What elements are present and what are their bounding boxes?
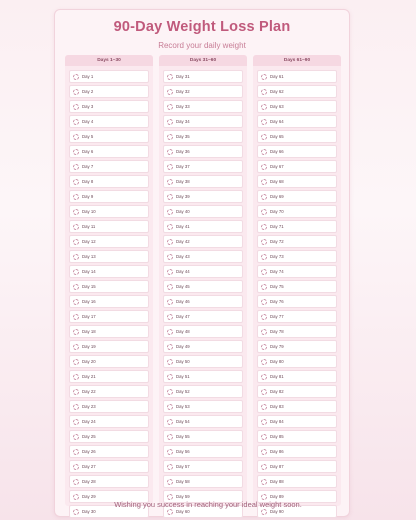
day-entry-row[interactable] (163, 430, 243, 443)
column-days-31-60 (159, 55, 247, 514)
day-entry-row[interactable] (257, 190, 337, 203)
day-entry-row[interactable] (163, 475, 243, 488)
day-label: Day 86 (270, 449, 284, 454)
dashed-circle-icon[interactable] (261, 149, 267, 155)
day-entry-row[interactable] (163, 145, 243, 158)
day-entry-row[interactable] (257, 370, 337, 383)
day-entry-row[interactable] (257, 220, 337, 233)
dashed-circle-icon[interactable] (167, 209, 173, 215)
day-label: Day 44 (176, 269, 190, 274)
dashed-circle-icon[interactable] (167, 449, 173, 455)
day-entry-row[interactable] (257, 460, 337, 473)
day-entry-row[interactable] (163, 400, 243, 413)
dashed-circle-icon[interactable] (261, 464, 267, 470)
day-entry-row[interactable] (257, 400, 337, 413)
dashed-circle-icon[interactable] (167, 329, 173, 335)
day-entry-row[interactable] (69, 160, 149, 173)
day-entry-row[interactable] (163, 100, 243, 113)
dashed-circle-icon[interactable] (73, 419, 79, 425)
dashed-circle-icon[interactable] (261, 104, 267, 110)
dashed-circle-icon[interactable] (261, 74, 267, 80)
dashed-circle-icon[interactable] (167, 224, 173, 230)
dashed-circle-icon[interactable] (73, 494, 79, 500)
day-entry-row[interactable] (257, 355, 337, 368)
day-label: Day 34 (176, 119, 190, 124)
day-label: Day 60 (176, 509, 190, 514)
day-label: Day 70 (270, 209, 284, 214)
dashed-circle-icon[interactable] (167, 359, 173, 365)
day-entry-row[interactable] (163, 385, 243, 398)
dashed-circle-icon[interactable] (261, 359, 267, 365)
dashed-circle-icon[interactable] (73, 179, 79, 185)
dashed-circle-icon[interactable] (167, 479, 173, 485)
dashed-circle-icon[interactable] (261, 179, 267, 185)
day-label: Day 89 (270, 494, 284, 499)
day-label: Day 77 (270, 314, 284, 319)
day-label: Day 24 (82, 419, 96, 424)
dashed-circle-icon[interactable] (261, 119, 267, 125)
day-label: Day 21 (82, 374, 96, 379)
day-label: Day 2 (82, 89, 94, 94)
day-entry-row[interactable] (163, 280, 243, 293)
day-entry-row[interactable] (257, 205, 337, 218)
day-label: Day 81 (270, 374, 284, 379)
dashed-circle-icon[interactable] (261, 434, 267, 440)
day-entry-row[interactable] (163, 85, 243, 98)
day-entry-row[interactable] (69, 475, 149, 488)
day-entry-row[interactable] (257, 475, 337, 488)
day-label: Day 32 (176, 89, 190, 94)
dashed-circle-icon[interactable] (167, 494, 173, 500)
footer-message: Wishing you success in reaching your ideal weight soon. (114, 500, 302, 509)
day-entry-row[interactable] (163, 310, 243, 323)
day-entry-row[interactable] (163, 325, 243, 338)
dashed-circle-icon[interactable] (167, 389, 173, 395)
day-label: Day 18 (82, 329, 96, 334)
day-label: Day 29 (82, 494, 96, 499)
day-entry-row[interactable] (257, 160, 337, 173)
dashed-circle-icon[interactable] (73, 149, 79, 155)
day-entry-row[interactable] (163, 175, 243, 188)
day-label: Day 15 (82, 284, 96, 289)
day-entry-row[interactable] (69, 235, 149, 248)
dashed-circle-icon[interactable] (261, 479, 267, 485)
day-entry-row[interactable] (257, 70, 337, 83)
day-entry-row[interactable] (69, 145, 149, 158)
day-entry-row[interactable] (257, 265, 337, 278)
day-label: Day 68 (270, 179, 284, 184)
day-entry-row[interactable] (69, 130, 149, 143)
page-subtitle: Record your daily weight (158, 41, 246, 50)
day-label: Day 22 (82, 389, 96, 394)
day-columns (65, 55, 341, 514)
day-label: Day 50 (176, 359, 190, 364)
day-entry-row[interactable] (257, 325, 337, 338)
day-label: Day 49 (176, 344, 190, 349)
dashed-circle-icon[interactable] (167, 284, 173, 290)
day-entry-row[interactable] (163, 130, 243, 143)
day-label: Day 45 (176, 284, 190, 289)
day-label: Day 88 (270, 479, 284, 484)
dashed-circle-icon[interactable] (261, 374, 267, 380)
dashed-circle-icon[interactable] (167, 119, 173, 125)
dashed-circle-icon[interactable] (261, 314, 267, 320)
day-entry-row[interactable] (69, 355, 149, 368)
dashed-circle-icon[interactable] (73, 89, 79, 95)
day-list (159, 70, 247, 518)
dashed-circle-icon[interactable] (73, 344, 79, 350)
day-label: Day 4 (82, 119, 94, 124)
dashed-circle-icon[interactable] (261, 194, 267, 200)
day-label: Day 83 (270, 404, 284, 409)
day-entry-row[interactable] (257, 175, 337, 188)
dashed-circle-icon[interactable] (73, 119, 79, 125)
dashed-circle-icon[interactable] (167, 434, 173, 440)
day-label: Day 7 (82, 164, 94, 169)
dashed-circle-icon[interactable] (73, 389, 79, 395)
day-label: Day 3 (82, 104, 94, 109)
dashed-circle-icon[interactable] (261, 299, 267, 305)
dashed-circle-icon[interactable] (167, 374, 173, 380)
day-list (65, 70, 153, 518)
day-label: Day 59 (176, 494, 190, 499)
column-days-1-30 (65, 55, 153, 514)
day-label: Day 41 (176, 224, 190, 229)
dashed-circle-icon[interactable] (261, 344, 267, 350)
day-label: Day 69 (270, 194, 284, 199)
dashed-circle-icon[interactable] (261, 89, 267, 95)
day-entry-row[interactable] (257, 85, 337, 98)
day-label: Day 82 (270, 389, 284, 394)
day-entry-row[interactable] (69, 460, 149, 473)
day-entry-row[interactable] (69, 310, 149, 323)
day-label: Day 35 (176, 134, 190, 139)
day-entry-row[interactable] (69, 430, 149, 443)
day-label: Day 12 (82, 239, 96, 244)
day-entry-row[interactable] (69, 190, 149, 203)
dashed-circle-icon[interactable] (73, 329, 79, 335)
day-label: Day 46 (176, 299, 190, 304)
day-label: Day 1 (82, 74, 94, 79)
day-entry-row[interactable] (163, 220, 243, 233)
dashed-circle-icon[interactable] (167, 149, 173, 155)
day-entry-row[interactable] (257, 310, 337, 323)
day-entry-row[interactable] (163, 460, 243, 473)
dashed-circle-icon[interactable] (73, 194, 79, 200)
day-entry-row[interactable] (69, 325, 149, 338)
day-label: Day 6 (82, 149, 94, 154)
dashed-circle-icon[interactable] (167, 464, 173, 470)
day-label: Day 58 (176, 479, 190, 484)
day-entry-row[interactable] (163, 445, 243, 458)
dashed-circle-icon[interactable] (261, 254, 267, 260)
day-entry-row[interactable] (163, 250, 243, 263)
dashed-circle-icon[interactable] (167, 179, 173, 185)
day-entry-row[interactable] (69, 85, 149, 98)
day-label: Day 64 (270, 119, 284, 124)
day-label: Day 67 (270, 164, 284, 169)
dashed-circle-icon[interactable] (167, 194, 173, 200)
day-label: Day 51 (176, 374, 190, 379)
dashed-circle-icon[interactable] (167, 134, 173, 140)
column-heading: Days 1~30 (65, 55, 153, 66)
day-label: Day 30 (82, 509, 96, 514)
day-label: Day 56 (176, 449, 190, 454)
day-entry-row[interactable] (69, 70, 149, 83)
dashed-circle-icon[interactable] (167, 404, 173, 410)
dashed-circle-icon[interactable] (167, 254, 173, 260)
day-label: Day 85 (270, 434, 284, 439)
day-entry-row[interactable] (163, 160, 243, 173)
day-label: Day 31 (176, 74, 190, 79)
day-label: Day 79 (270, 344, 284, 349)
dashed-circle-icon[interactable] (167, 89, 173, 95)
day-entry-row[interactable] (257, 235, 337, 248)
dashed-circle-icon[interactable] (167, 269, 173, 275)
day-label: Day 26 (82, 449, 96, 454)
day-entry-row[interactable] (69, 385, 149, 398)
day-label: Day 17 (82, 314, 96, 319)
dashed-circle-icon[interactable] (73, 299, 79, 305)
day-label: Day 61 (270, 74, 284, 79)
day-entry-row[interactable] (163, 70, 243, 83)
dashed-circle-icon[interactable] (261, 284, 267, 290)
day-list (253, 70, 341, 518)
day-entry-row[interactable] (163, 235, 243, 248)
dashed-circle-icon[interactable] (73, 404, 79, 410)
day-entry-row[interactable] (69, 205, 149, 218)
dashed-circle-icon[interactable] (261, 329, 267, 335)
day-label: Day 40 (176, 209, 190, 214)
dashed-circle-icon[interactable] (73, 134, 79, 140)
day-entry-row[interactable] (69, 265, 149, 278)
dashed-circle-icon[interactable] (261, 449, 267, 455)
day-label: Day 78 (270, 329, 284, 334)
day-entry-row[interactable] (163, 340, 243, 353)
day-label: Day 76 (270, 299, 284, 304)
day-label: Day 36 (176, 149, 190, 154)
day-label: Day 48 (176, 329, 190, 334)
dashed-circle-icon[interactable] (73, 479, 79, 485)
day-entry-row[interactable] (257, 430, 337, 443)
dashed-circle-icon[interactable] (167, 299, 173, 305)
day-label: Day 37 (176, 164, 190, 169)
dashed-circle-icon[interactable] (261, 404, 267, 410)
dashed-circle-icon[interactable] (167, 239, 173, 245)
day-label: Day 42 (176, 239, 190, 244)
day-entry-row[interactable] (257, 250, 337, 263)
day-label: Day 80 (270, 359, 284, 364)
day-label: Day 11 (82, 224, 96, 229)
day-label: Day 9 (82, 194, 94, 199)
dashed-circle-icon[interactable] (73, 434, 79, 440)
day-label: Day 43 (176, 254, 190, 259)
day-entry-row[interactable] (163, 205, 243, 218)
day-entry-row[interactable] (163, 265, 243, 278)
dashed-circle-icon[interactable] (261, 224, 267, 230)
dashed-circle-icon[interactable] (73, 374, 79, 380)
dashed-circle-icon[interactable] (261, 389, 267, 395)
day-entry-row[interactable] (163, 115, 243, 128)
dashed-circle-icon[interactable] (73, 209, 79, 215)
day-entry-row[interactable] (69, 175, 149, 188)
day-label: Day 71 (270, 224, 284, 229)
day-label: Day 63 (270, 104, 284, 109)
day-entry-row[interactable] (69, 250, 149, 263)
day-entry-row[interactable] (163, 295, 243, 308)
day-label: Day 38 (176, 179, 190, 184)
day-label: Day 27 (82, 464, 96, 469)
day-label: Day 25 (82, 434, 96, 439)
dashed-circle-icon[interactable] (73, 239, 79, 245)
plan-card (54, 9, 350, 517)
day-label: Day 87 (270, 464, 284, 469)
day-label: Day 33 (176, 104, 190, 109)
dashed-circle-icon[interactable] (73, 224, 79, 230)
day-entry-row[interactable] (257, 100, 337, 113)
dashed-circle-icon[interactable] (73, 104, 79, 110)
day-label: Day 14 (82, 269, 96, 274)
dashed-circle-icon[interactable] (73, 269, 79, 275)
dashed-circle-icon[interactable] (261, 134, 267, 140)
day-label: Day 47 (176, 314, 190, 319)
column-heading: Days 61~90 (253, 55, 341, 66)
day-label: Day 5 (82, 134, 94, 139)
day-label: Day 75 (270, 284, 284, 289)
dashed-circle-icon[interactable] (261, 209, 267, 215)
day-label: Day 28 (82, 479, 96, 484)
day-entry-row[interactable] (163, 190, 243, 203)
dashed-circle-icon[interactable] (73, 449, 79, 455)
day-entry-row[interactable] (69, 220, 149, 233)
dashed-circle-icon[interactable] (73, 164, 79, 170)
page-title: 90-Day Weight Loss Plan (113, 19, 291, 35)
dashed-circle-icon[interactable] (73, 359, 79, 365)
day-label: Day 52 (176, 389, 190, 394)
day-entry-row[interactable] (257, 340, 337, 353)
day-label: Day 74 (270, 269, 284, 274)
day-entry-row[interactable] (69, 115, 149, 128)
dashed-circle-icon[interactable] (73, 74, 79, 80)
day-label: Day 20 (82, 359, 96, 364)
day-label: Day 73 (270, 254, 284, 259)
dashed-circle-icon[interactable] (167, 74, 173, 80)
day-entry-row[interactable] (69, 100, 149, 113)
day-label: Day 53 (176, 404, 190, 409)
day-entry-row[interactable] (69, 295, 149, 308)
dashed-circle-icon[interactable] (167, 314, 173, 320)
day-label: Day 19 (82, 344, 96, 349)
dashed-circle-icon[interactable] (73, 509, 79, 515)
day-entry-row[interactable] (163, 415, 243, 428)
day-entry-row[interactable] (69, 415, 149, 428)
day-label: Day 57 (176, 464, 190, 469)
dashed-circle-icon[interactable] (73, 284, 79, 290)
dashed-circle-icon[interactable] (167, 419, 173, 425)
day-label: Day 72 (270, 239, 284, 244)
day-label: Day 90 (270, 509, 284, 514)
day-entry-row[interactable] (69, 370, 149, 383)
column-days-61-90 (253, 55, 341, 514)
day-entry-row[interactable] (257, 445, 337, 458)
dashed-circle-icon[interactable] (73, 254, 79, 260)
dashed-circle-icon[interactable] (261, 494, 267, 500)
day-label: Day 13 (82, 254, 96, 259)
day-label: Day 84 (270, 419, 284, 424)
day-label: Day 16 (82, 299, 96, 304)
day-label: Day 39 (176, 194, 190, 199)
day-entry-row[interactable] (257, 145, 337, 158)
day-label: Day 55 (176, 434, 190, 439)
day-entry-row[interactable] (257, 415, 337, 428)
dashed-circle-icon[interactable] (73, 464, 79, 470)
day-entry-row[interactable] (257, 385, 337, 398)
day-entry-row[interactable] (257, 130, 337, 143)
dashed-circle-icon[interactable] (167, 509, 173, 515)
day-label: Day 65 (270, 134, 284, 139)
day-entry-row[interactable] (257, 115, 337, 128)
column-heading: Days 31~60 (159, 55, 247, 66)
day-label: Day 23 (82, 404, 96, 409)
dashed-circle-icon[interactable] (261, 509, 267, 515)
day-entry-row[interactable] (257, 295, 337, 308)
dashed-circle-icon[interactable] (261, 164, 267, 170)
dashed-circle-icon[interactable] (261, 269, 267, 275)
dashed-circle-icon[interactable] (261, 419, 267, 425)
day-label: Day 10 (82, 209, 96, 214)
day-label: Day 8 (82, 179, 94, 184)
dashed-circle-icon[interactable] (73, 314, 79, 320)
day-entry-row[interactable] (163, 370, 243, 383)
dashed-circle-icon[interactable] (167, 344, 173, 350)
day-label: Day 62 (270, 89, 284, 94)
day-label: Day 54 (176, 419, 190, 424)
dashed-circle-icon[interactable] (261, 239, 267, 245)
day-entry-row[interactable] (69, 400, 149, 413)
dashed-circle-icon[interactable] (167, 164, 173, 170)
dashed-circle-icon[interactable] (167, 104, 173, 110)
day-entry-row[interactable] (69, 340, 149, 353)
day-entry-row[interactable] (163, 355, 243, 368)
day-entry-row[interactable] (257, 280, 337, 293)
day-entry-row[interactable] (69, 280, 149, 293)
day-label: Day 66 (270, 149, 284, 154)
day-entry-row[interactable] (69, 445, 149, 458)
